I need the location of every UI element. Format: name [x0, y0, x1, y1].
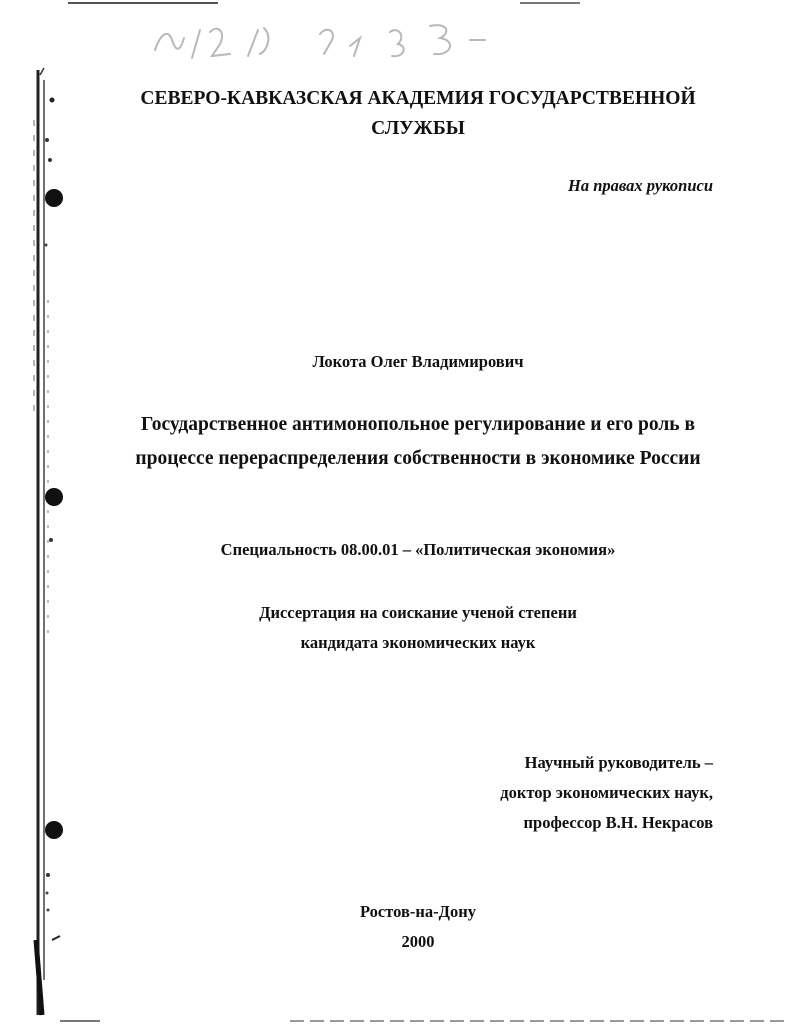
year: 2000 — [401, 932, 435, 951]
degree-line-2: кандидата экономических наук — [300, 633, 536, 652]
punch-hole-2 — [45, 488, 63, 506]
advisor-line-2: доктор экономических наук, — [500, 783, 713, 802]
institution-line-1: СЕВЕРО-КАВКАЗСКАЯ АКАДЕМИЯ ГОСУДАРСТВЕННОЙ — [140, 88, 696, 109]
manuscript-rights-note: На правах рукописи — [568, 176, 713, 195]
degree-line-1: Диссертация на соискание ученой степени — [259, 603, 577, 622]
specialty-line: Специальность 08.00.01 – «Политическая экономия» — [220, 540, 616, 559]
scan-bottom-edge — [60, 1018, 790, 1024]
author-name: Локота Олег Владимирович — [312, 352, 524, 371]
title-line-2: процессе перераспределения собственности в экономике России — [135, 448, 701, 469]
title-line-1: Государственное антимонопольное регулирование и его роль в — [141, 414, 695, 435]
city-year-block — [0, 897, 793, 957]
scan-top-line-2 — [520, 2, 580, 4]
city: Ростов-на-Дону — [360, 902, 476, 921]
degree-statement — [0, 598, 793, 658]
institution-heading — [0, 84, 793, 144]
scan-top-line — [68, 2, 218, 4]
dissertation-title — [100, 408, 736, 476]
punch-hole-3 — [45, 821, 63, 839]
advisor-line-1: Научный руководитель – — [524, 753, 713, 772]
scientific-advisor — [500, 748, 713, 838]
institution-line-2: СЛУЖБЫ — [371, 118, 465, 139]
handwritten-archive-mark — [140, 10, 500, 65]
advisor-line-3: профессор В.Н. Некрасов — [523, 813, 713, 832]
scan-binding-edge — [0, 0, 70, 1025]
punch-hole-1 — [45, 189, 63, 207]
